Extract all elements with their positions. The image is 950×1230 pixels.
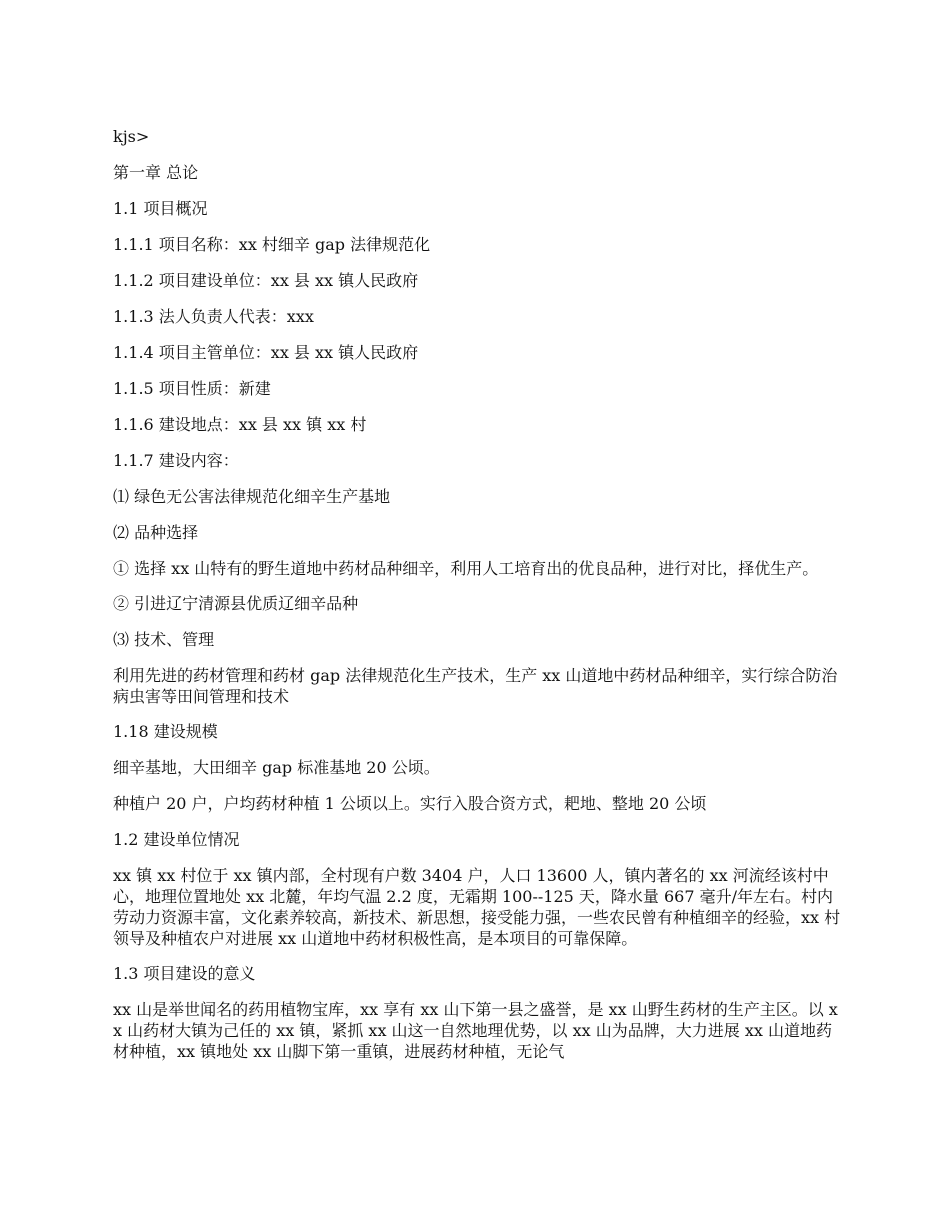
- project-name: 1.1.1 项目名称：xx 村细辛 gap 法律规范化: [113, 235, 431, 254]
- construction-content-heading: 1.1.7 建设内容：: [113, 451, 239, 470]
- project-nature: 1.1.5 项目性质：新建: [113, 379, 271, 398]
- variety-option-1: ① 选择 xx 山特有的野生道地中药材品种细辛，利用人工培育出的优良品种，进行对比，择优生产。: [113, 559, 819, 578]
- document-body: [113, 126, 843, 1076]
- content-item-2: ⑵ 品种选择: [113, 523, 199, 542]
- scale-base: 细辛基地，大田细辛 gap 标准基地 20 公顷。: [113, 758, 440, 777]
- variety-option-2: ② 引进辽宁清源县优质辽细辛品种: [113, 594, 359, 613]
- technology-paragraph: 利用先进的药材管理和药材 gap 法律规范化生产技术，生产 xx 山道地中药材品种细辛，实行综合防治病虫害等田间管理和技术: [113, 666, 838, 706]
- chapter-title: 第一章 总论: [113, 163, 199, 182]
- content-item-3: ⑶ 技术、管理: [113, 630, 215, 649]
- legal-representative: 1.1.3 法人负责人代表：xxx: [113, 307, 314, 326]
- unit-situation-paragraph: xx 镇 xx 村位于 xx 镇内部，全村现有户数 3404 户，人口 13600 人，镇内著名的 xx 河流经该村中心，地理位置地处 xx 北麓，年均气温 2.2 度，无霜期 100--125 天，降水量 667 毫升/年左右。村内劳动力资源丰富，文化素养较高，新技术、新思想，接受能力强，一些农民曾有种植细辛的经验，xx 村领导及种植农户对进展 xx 山道地中药材积极性高，是本项目的可靠保障。: [113, 866, 841, 948]
- significance-heading: 1.3 项目建设的意义: [113, 964, 256, 983]
- significance-paragraph: xx 山是举世闻名的药用植物宝库，xx 享有 xx 山下第一县之盛誉，是 xx 山野生药材的生产主区。以 xx 山药材大镇为己任的 xx 镇，紧抓 xx 山这一自然地理优势，以 xx 山为品牌，大力进展 xx 山道地药材种植，xx 镇地处 xx 山脚下第一重镇，进展药材种植，无论气: [113, 1000, 838, 1061]
- scale-heading: 1.18 建设规模: [113, 722, 218, 741]
- content-item-1: ⑴ 绿色无公害法律规范化细辛生产基地: [113, 487, 391, 506]
- supervising-unit: 1.1.4 项目主管单位：xx 县 xx 镇人民政府: [113, 343, 419, 362]
- unit-situation-heading: 1.2 建设单位情况: [113, 830, 240, 849]
- scale-households: 种植户 20 户，户均药材种植 1 公顷以上。实行入股合资方式，耙地、整地 20 公顷: [113, 794, 707, 813]
- construction-site: 1.1.6 建设地点：xx 县 xx 镇 xx 村: [113, 415, 367, 434]
- construction-unit: 1.1.2 项目建设单位：xx 县 xx 镇人民政府: [113, 271, 419, 290]
- section-heading: 1.1 项目概况: [113, 199, 208, 218]
- header-tag: kjs>: [113, 127, 150, 146]
